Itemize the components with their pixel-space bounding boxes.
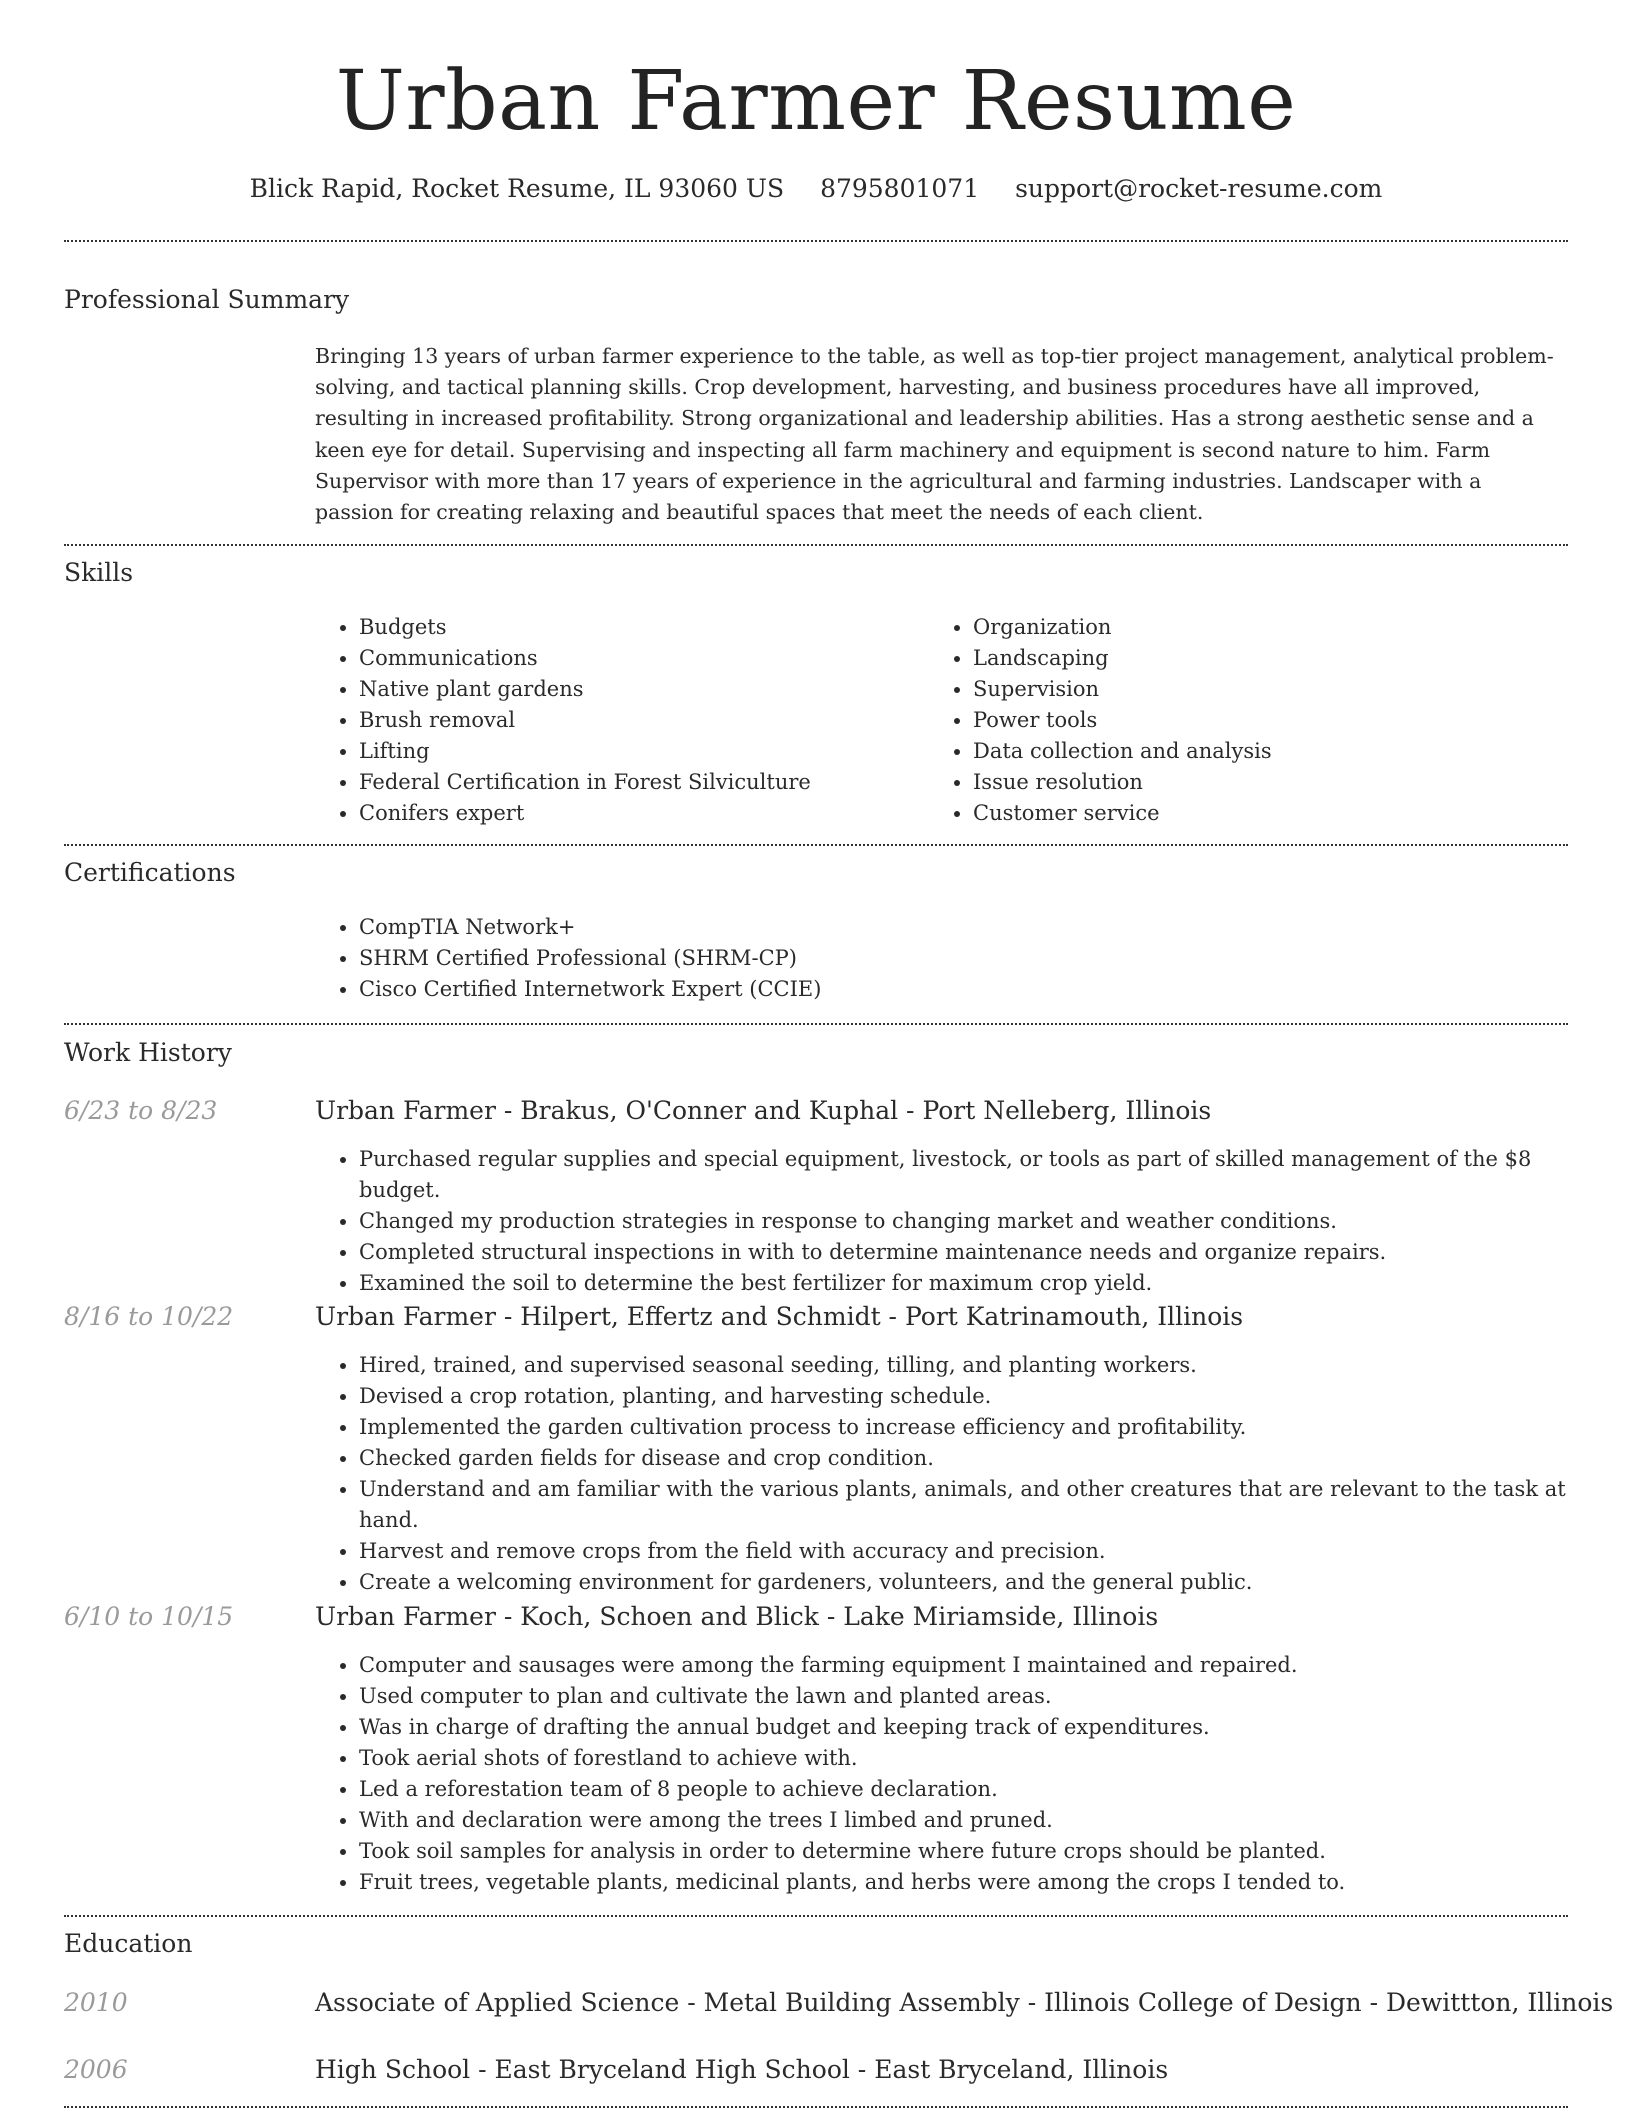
education-year: 2010 <box>64 1988 128 2017</box>
certifications-list <box>315 912 1559 1005</box>
contact-email: support@rocket-resume.com <box>1015 174 1383 203</box>
list-item: • CompTIA Network+ <box>359 912 1559 943</box>
job-dates: 6/10 to 10/15 <box>64 1602 234 1631</box>
list-item: • Purchased regular supplies and special equipment, livestock, or tools as part of skilled management of the $8 budget. <box>359 1144 1619 1206</box>
list-item: • Brush removal <box>359 705 919 736</box>
list-item: • Federal Certification in Forest Silviculture <box>359 767 919 798</box>
job-bullets <box>315 1350 1619 1598</box>
list-item: • Led a reforestation team of 8 people to achieve declaration. <box>359 1774 1619 1805</box>
list-item: • Budgets <box>359 612 919 643</box>
list-item: • Understand and am familiar with the various plants, animals, and other creatures that are relevant to the task at hand. <box>359 1474 1619 1536</box>
list-item: • Computer and sausages were among the farming equipment I maintained and repaired. <box>359 1650 1619 1681</box>
list-item: • Implemented the garden cultivation process to increase efficiency and profitability. <box>359 1412 1619 1443</box>
summary-text: Bringing 13 years of urban farmer experience to the table, as well as top-tier project management, analytical problem-solving, and tactical planning skills. Crop development, harvesting, and business procedures have all improved, resulting in increased profitability. Strong organizational and leadership abilities. Has a strong aesthetic sense and a keen eye for detail. Supervising and inspecting all farm machinery and equipment is second nature to him. Farm Supervisor with more than 17 years of experience in the agricultural and farming industries. Landscaper with a passion for creating relaxing and beautiful spaces that meet the needs of each client. <box>315 344 1554 525</box>
list-item: • Organization <box>973 612 1573 643</box>
job-title: Urban Farmer - Hilpert, Effertz and Schmidt - Port Katrinamouth, Illinois <box>315 1302 1244 1331</box>
divider <box>64 1023 1568 1025</box>
list-item: • Examined the soil to determine the best fertilizer for maximum crop yield. <box>359 1268 1619 1299</box>
section-heading-skills: Skills <box>64 558 134 587</box>
education-year: 2006 <box>64 2055 128 2084</box>
section-heading-summary: Professional Summary <box>64 285 350 314</box>
list-item: • Supervision <box>973 674 1573 705</box>
list-item: • Conifers expert <box>359 798 919 829</box>
skills-list-right <box>929 612 1573 829</box>
divider <box>64 2106 1568 2108</box>
list-item: • Devised a crop rotation, planting, and harvesting schedule. <box>359 1381 1619 1412</box>
divider <box>64 1915 1568 1917</box>
divider <box>64 544 1568 546</box>
job-title: Urban Farmer - Brakus, O'Conner and Kuphal - Port Nelleberg, Illinois <box>315 1096 1212 1125</box>
list-item: • Communications <box>359 643 919 674</box>
list-item: • Fruit trees, vegetable plants, medicinal plants, and herbs were among the crops I tended to. <box>359 1867 1619 1898</box>
list-item: • Harvest and remove crops from the field with accuracy and precision. <box>359 1536 1619 1567</box>
skills-list-left <box>315 612 919 829</box>
list-item: • Power tools <box>973 705 1573 736</box>
list-item: • Data collection and analysis <box>973 736 1573 767</box>
job-dates: 6/23 to 8/23 <box>64 1096 218 1125</box>
list-item: • Cisco Certified Internetwork Expert (CCIE) <box>359 974 1559 1005</box>
list-item: • With and declaration were among the trees I limbed and pruned. <box>359 1805 1619 1836</box>
list-item: • Checked garden fields for disease and crop condition. <box>359 1443 1619 1474</box>
contact-address: Blick Rapid, Rocket Resume, IL 93060 US <box>249 174 785 203</box>
education-title: High School - East Bryceland High School - East Bryceland, Illinois <box>315 2055 1169 2084</box>
list-item: • Hired, trained, and supervised seasonal seeding, tilling, and planting workers. <box>359 1350 1619 1381</box>
education-title: Associate of Applied Science - Metal Building Assembly - Illinois College of Design - Dewittton, Illinois <box>315 1988 1614 2017</box>
list-item: • Used computer to plan and cultivate the lawn and planted areas. <box>359 1681 1619 1712</box>
list-item: • Customer service <box>973 798 1573 829</box>
list-item: • Native plant gardens <box>359 674 919 705</box>
divider <box>64 844 1568 846</box>
job-title: Urban Farmer - Koch, Schoen and Blick - Lake Miriamside, Illinois <box>315 1602 1159 1631</box>
list-item: • Create a welcoming environment for gardeners, volunteers, and the general public. <box>359 1567 1619 1598</box>
section-heading-work-history: Work History <box>64 1038 232 1067</box>
job-bullets <box>315 1650 1619 1898</box>
list-item: • Lifting <box>359 736 919 767</box>
contact-phone: 8795801071 <box>820 174 980 203</box>
page-title: Urban Farmer Resume <box>335 54 1297 149</box>
list-item: • SHRM Certified Professional (SHRM-CP) <box>359 943 1559 974</box>
list-item: • Issue resolution <box>973 767 1573 798</box>
section-heading-education: Education <box>64 1929 193 1958</box>
list-item: • Landscaping <box>973 643 1573 674</box>
list-item: • Took soil samples for analysis in order to determine where future crops should be planted. <box>359 1836 1619 1867</box>
list-item: • Was in charge of drafting the annual budget and keeping track of expenditures. <box>359 1712 1619 1743</box>
job-bullets <box>315 1144 1619 1299</box>
list-item: • Took aerial shots of forestland to achieve with. <box>359 1743 1619 1774</box>
job-dates: 8/16 to 10/22 <box>64 1302 234 1331</box>
list-item: • Changed my production strategies in response to changing market and weather conditions. <box>359 1206 1619 1237</box>
section-heading-certifications: Certifications <box>64 858 236 887</box>
divider <box>64 240 1568 242</box>
list-item: • Completed structural inspections in with to determine maintenance needs and organize repairs. <box>359 1237 1619 1268</box>
contact-line <box>0 172 1632 206</box>
